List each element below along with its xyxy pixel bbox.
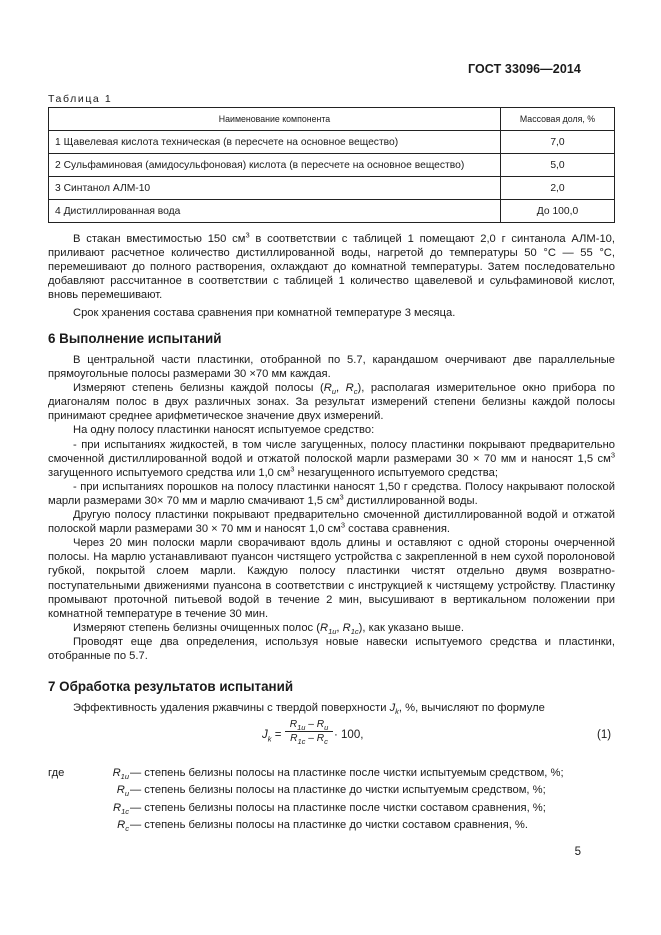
paragraph: - при испытаниях порошков на полосу пластинки наносят 1,50 г средства. Полосу накрывают полоской марли размерами 30× 70 мм и марлю смачивают 1,5 $см^3$ дистиллированной воды. xyxy=(48,480,615,507)
components-table xyxy=(48,107,615,223)
formula-denominator: $R_{1c} - R_c$ xyxy=(290,733,328,747)
document-header: ГОСТ 33096—2014 xyxy=(467,62,581,76)
paragraph: На одну полосу пластинки наносят испытуемое средство: xyxy=(73,424,375,437)
formula-lhs: $J_k$ = xyxy=(262,729,282,744)
paragraph: Эффективность удаления ржавчины с твердой поверхности $J_k$, %, вычисляют по формуле xyxy=(73,702,545,717)
component-value: До 100,0 xyxy=(501,200,615,223)
definition-row xyxy=(48,800,615,817)
component-name: 3 Синтанол АЛМ-10 xyxy=(49,177,501,200)
table-header-row xyxy=(49,108,615,131)
formula-multiplier: · 100, xyxy=(334,729,364,741)
definition-row xyxy=(48,765,615,782)
definition-row xyxy=(48,817,615,834)
preparation-text xyxy=(48,232,615,321)
formula-1 xyxy=(0,717,661,757)
formula-fraction xyxy=(285,719,333,747)
definition-text: — степень белизны полосы на пластинке до чистки испытуемым средством, %; xyxy=(130,784,546,797)
component-value: 2,0 xyxy=(501,177,615,200)
section-7-title: 7 Обработка результатов испытаний xyxy=(48,679,294,694)
formula-definitions xyxy=(48,765,615,835)
table-row xyxy=(49,154,615,177)
paragraph: Другую полосу пластинки покрывают предварительно смоченной дистиллированной водой и отжатой полоской марли размерами 30 × 70 мм и наносят 1,0 $см^3$ состава сравнения. xyxy=(48,509,615,536)
table-row xyxy=(49,177,615,200)
formula-numerator: $R_{1u} - R_u$ xyxy=(285,719,333,732)
column-header-mass-fraction: Массовая доля, % xyxy=(501,108,615,131)
table-row xyxy=(49,200,615,223)
formula-number: (1) xyxy=(597,729,612,741)
component-name: 2 Сульфаминовая (амидосульфоновая) кислота (в пересчете на основное вещество) xyxy=(49,154,501,177)
paragraph: В центральной части пластинки, отобранной по 5.7, карандашом очерчивают две параллельные прямоугольные полосы размерами 30 ×70 мм каждая. xyxy=(48,354,615,381)
paragraph: Срок хранения состава сравнения при комнатной температуре 3 месяца. xyxy=(73,307,456,320)
section-6-body xyxy=(48,353,615,663)
section-6-title: 6 Выполнение испытаний xyxy=(48,331,222,346)
component-value: 5,0 xyxy=(501,154,615,177)
component-name: 1 Щавелевая кислота техническая (в пересчете на основное вещество) xyxy=(49,131,501,154)
page-number: 5 xyxy=(574,846,581,858)
paragraph: В стакан вместимостью 150 $см^3$ в соответствии с таблицей 1 помещают 2,0 г синтанола АЛМ-10, приливают расчетное количество дистиллированной воды, нагретой до температуры 50 °С — 55 °С, перемешивают до полного растворения, охлаждают до комнатной температуры. Затем последовательно добавляют рассчитанное в соответствии с таблицей 1 количество щавелевой и сульфаминовой кислот, вновь перемешивают. xyxy=(48,230,615,302)
table-row xyxy=(49,131,615,154)
component-value: 7,0 xyxy=(501,131,615,154)
definition-text: — степень белизны полосы на пластинке после чистки испытуемым средством, %; xyxy=(130,767,564,779)
definition-symbol: $R_{1c}$ xyxy=(112,801,129,817)
definition-symbol: $R_u$ xyxy=(116,784,129,799)
section-7-intro xyxy=(48,701,615,715)
definition-text: — степень белизны полосы на пластинке после чистки составом сравнения, %; xyxy=(130,801,546,814)
definition-symbol: $R_c$ xyxy=(117,819,129,834)
column-header-component: Наименование компонента xyxy=(49,108,501,131)
component-name: 4 Дистиллированная вода xyxy=(49,200,501,223)
definition-symbol: $R_{1u}$ xyxy=(112,767,129,782)
paragraph: Через 20 мин полоски марли сворачивают вдоль длины и оставляют с одной стороны очерченной полосы. На марлю устанавливают пуансон чистящего устройства с закрепленной в нем сухой поролоновой губкой, покрытой слоем марли. Каждую полосу пластинки чистят отдельно двумя возвратно-поступательными движениями пуансона в соответствии с инструкцией к чистящему устройству. Пластинку промывают проточной питьевой водой в течение 2 мин, высушивают в вертикальном положении при комнатной температуре в течение 30 мин. xyxy=(48,537,615,620)
where-label: где xyxy=(48,767,65,779)
table-caption: Таблица 1 xyxy=(48,93,113,105)
paragraph: Измеряют степень белизны каждой полосы ($R_u$, $R_c$), располагая измерительное окно прибора по диагоналям полос в двух различных зонах. За результат измерений степени белизны каждой полосы принимают среднее арифметическое значение двух измерений. xyxy=(48,382,615,423)
paragraph: - при испытаниях жидкостей, в том числе загущенных, полосу пластинки покрывают предварительно смоченной дистиллированной водой и отжатой полоской марли размерами 30 × 70 мм и наносят 1,5 $см^3$ загущенного испытуемого средства или 1,0 $см^3$ незагущенного испытуемого средства; xyxy=(48,438,615,479)
definition-text: — степень белизны полосы на пластинке до чистки составом сравнения, %. xyxy=(130,819,528,832)
definition-row xyxy=(48,782,615,799)
paragraph: Проводят еще два определения, используя новые навески испытуемого средства и пластинки, отобранные по 5.7. xyxy=(48,635,615,662)
paragraph: Измеряют степень белизны очищенных полос ($R_{1u}$, $R_{1c}$), как указано выше. xyxy=(73,621,464,637)
